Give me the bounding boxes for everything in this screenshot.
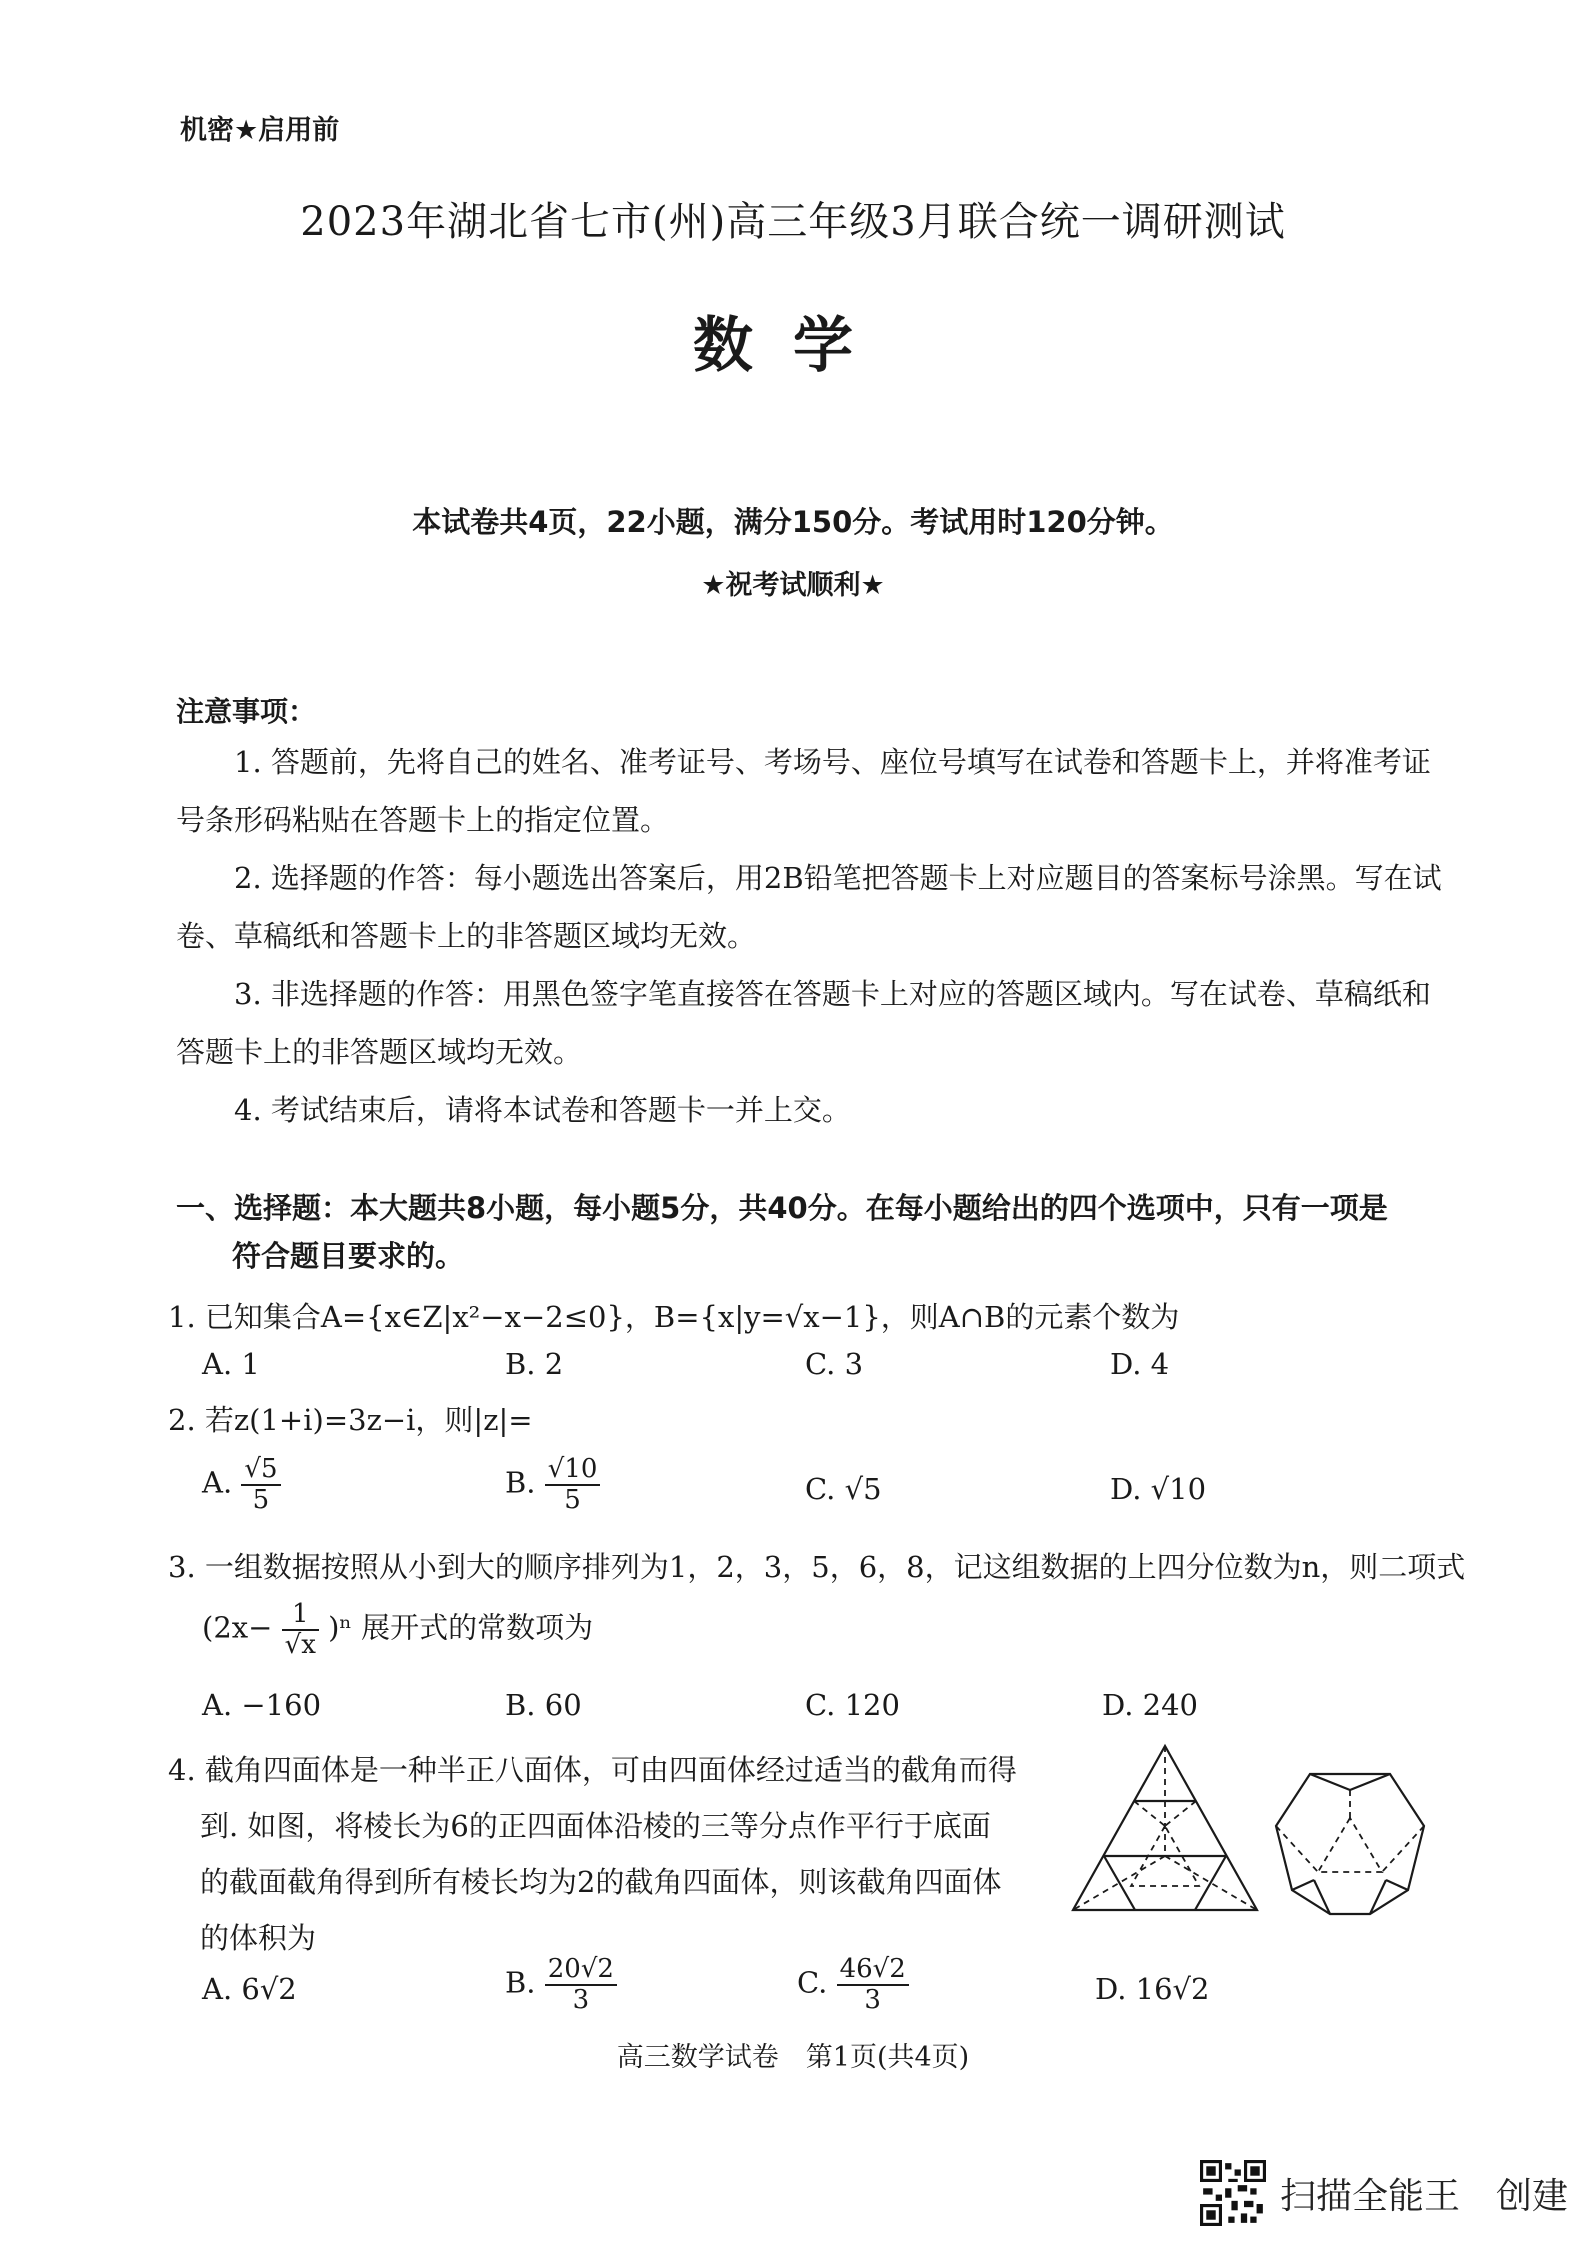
q2-option-a-fraction bbox=[241, 1455, 280, 1514]
q4-option-b-fraction bbox=[545, 1955, 617, 2014]
q4-option-d: D. 16√2 bbox=[1095, 1972, 1210, 2006]
scanner-watermark bbox=[1200, 2160, 1568, 2226]
qr-code-icon bbox=[1200, 2160, 1266, 2226]
notice-title: 注意事项： bbox=[176, 695, 317, 728]
question-1-stem: 1. 已知集合A={x∈Z|x²−x−2≤0}，B={x|y=√x−1}，则A∩B的元素个数为 bbox=[168, 1300, 1180, 1334]
truncated-tetrahedron-figure-left bbox=[1065, 1738, 1265, 1918]
section-1-heading-line2: 符合题目要求的。 bbox=[232, 1239, 465, 1273]
question-3-stem: 3. 一组数据按照从小到大的顺序排列为1，2，3，5，6，8，记这组数据的上四分位数为n，则二项式 bbox=[168, 1550, 1466, 1584]
exam-info: 本试卷共4页，22小题，满分150分。考试用时120分钟。 bbox=[412, 505, 1174, 539]
q3-option-b: B. 60 bbox=[505, 1688, 582, 1722]
notice-item-1: 1. 答题前，先将自己的姓名、准考证号、考场号、座位号填写在试卷和答题卡上，并将准考证号条形码粘贴在答题卡上的指定位置。 bbox=[176, 745, 1431, 837]
q2-option-a bbox=[202, 1455, 281, 1514]
good-luck-banner: ★祝考试顺利★ bbox=[701, 570, 885, 601]
q4-stem-line-3: 的截面截角得到所有棱长均为2的截角四面体，则该截角四面体 bbox=[200, 1865, 1002, 1899]
q2-option-d: D. √10 bbox=[1110, 1472, 1207, 1506]
q2-option-a-denominator: 5 bbox=[252, 1484, 270, 1515]
notice-item-3: 3. 非选择题的作答：用黑色签字笔直接答在答题卡上对应的答题区域内。写在试卷、草稿纸和答题卡上的非答题区域均无效。 bbox=[176, 977, 1431, 1069]
q4-option-b-numerator: 20√2 bbox=[545, 1955, 617, 1986]
scanner-watermark-text: 扫描全能王 创建 bbox=[1280, 2175, 1569, 2217]
question-4-stem bbox=[168, 1742, 1017, 1966]
q2-option-b bbox=[505, 1455, 600, 1514]
q2-option-b-numerator: √10 bbox=[545, 1455, 601, 1486]
q3-expr-numerator: 1 bbox=[282, 1600, 319, 1631]
q4-option-c-denominator: 3 bbox=[864, 1984, 881, 2015]
confidential-label: 机密★启用前 bbox=[180, 115, 340, 146]
q3-expr-denominator: √x bbox=[284, 1629, 316, 1660]
q4-option-b-denominator: 3 bbox=[572, 1984, 590, 2015]
question-3-expression bbox=[202, 1600, 593, 1659]
section-1-heading bbox=[176, 1184, 1446, 1280]
q4-option-c-fraction bbox=[837, 1955, 909, 2014]
q4-option-b bbox=[505, 1955, 617, 2014]
truncated-tetrahedron-figure-right bbox=[1270, 1768, 1430, 1918]
q2-option-a-label: A. bbox=[202, 1465, 233, 1500]
subject-title: 数学 bbox=[693, 311, 893, 381]
q3-option-d: D. 240 bbox=[1102, 1688, 1199, 1722]
q4-stem-line-4: 的体积为 bbox=[200, 1921, 317, 1955]
q2-option-b-label: B. bbox=[505, 1465, 536, 1500]
q4-stem-line-1: 4. 截角四面体是一种半正八面体，可由四面体经过适当的截角而得 bbox=[168, 1753, 1017, 1787]
q2-option-a-numerator: √5 bbox=[241, 1455, 280, 1486]
exam-title: 2023年湖北省七市(州)高三年级3月联合统一调研测试 bbox=[300, 199, 1286, 245]
q3-option-a: A. −160 bbox=[202, 1688, 322, 1722]
q2-option-c: C. √5 bbox=[805, 1472, 882, 1506]
q3-option-c: C. 120 bbox=[805, 1688, 900, 1722]
q1-option-d: D. 4 bbox=[1110, 1347, 1170, 1381]
q4-option-a: A. 6√2 bbox=[202, 1972, 297, 2006]
q4-option-b-label: B. bbox=[505, 1965, 536, 2000]
q4-stem-line-2: 到. 如图，将棱长为6的正四面体沿棱的三等分点作平行于底面 bbox=[200, 1809, 991, 1843]
q4-option-c bbox=[797, 1955, 909, 2014]
q3-expr-prefix: (2x− bbox=[202, 1610, 273, 1645]
q1-option-c: C. 3 bbox=[805, 1347, 864, 1381]
notice-item-4: 4. 考试结束后，请将本试卷和答题卡一并上交。 bbox=[234, 1093, 851, 1127]
q3-expr-suffix: )ⁿ 展开式的常数项为 bbox=[328, 1610, 594, 1645]
q2-option-b-denominator: 5 bbox=[564, 1484, 581, 1515]
page-footer: 高三数学试卷 第1页(共4页) bbox=[616, 2042, 970, 2073]
q4-option-c-numerator: 46√2 bbox=[837, 1955, 909, 1986]
q1-option-a: A. 1 bbox=[202, 1347, 260, 1381]
q3-expr-fraction bbox=[282, 1600, 319, 1659]
notice-item-2: 2. 选择题的作答：每小题选出答案后，用2B铅笔把答题卡上对应题目的答案标号涂黑。写在试卷、草稿纸和答题卡上的非答题区域均无效。 bbox=[176, 861, 1442, 953]
section-1-heading-line1: 一、选择题：本大题共8小题，每小题5分，共40分。在每小题给出的四个选项中，只有一项是 bbox=[176, 1191, 1388, 1225]
q2-option-b-fraction bbox=[545, 1455, 601, 1514]
q1-option-b: B. 2 bbox=[505, 1347, 564, 1381]
question-2-stem: 2. 若z(1+i)=3z−i，则|z|= bbox=[168, 1403, 533, 1437]
q4-option-c-label: C. bbox=[797, 1965, 828, 2000]
